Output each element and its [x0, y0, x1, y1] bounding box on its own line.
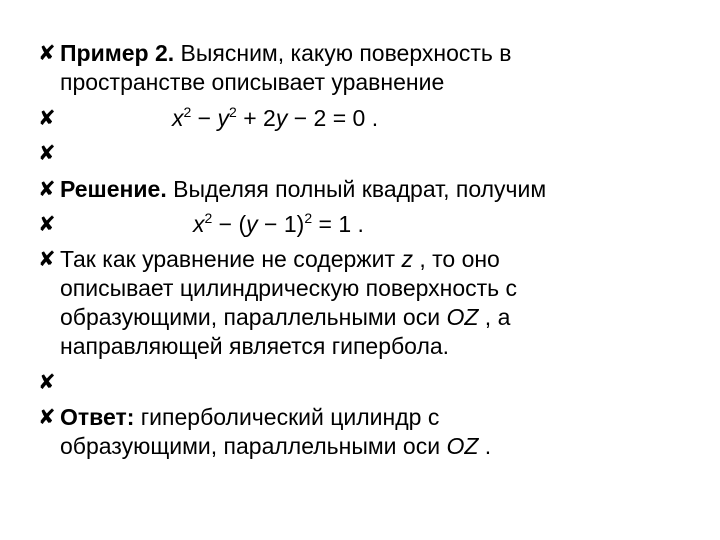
cross-bullet-icon: ✘ — [38, 247, 56, 271]
variable-z: z — [401, 246, 413, 272]
cross-bullet-icon: ✘ — [38, 106, 56, 130]
example-text: Выясним, какую поверхность в — [174, 40, 512, 66]
answer-continuation: образующими, параллельными оси OZ . — [60, 433, 492, 459]
answer-text: гиперболический цилиндр с — [134, 404, 440, 430]
cross-bullet-icon: ✘ — [38, 212, 56, 236]
answer-label: Ответ: — [60, 404, 135, 430]
equation-1: $x^2 - y^2 + 2y - 2 = 0$ . — [172, 104, 379, 131]
axis-oz: OZ — [446, 304, 479, 330]
solution-label: Решение. — [60, 176, 167, 202]
equation-2: $x^2 - (y - 1)^2 = 1$ . — [193, 210, 364, 237]
solution-text: Выделяя полный квадрат, получим — [166, 176, 547, 202]
cross-bullet-icon: ✘ — [38, 405, 56, 429]
example-continuation: пространстве описывает уравнение — [60, 69, 445, 95]
explanation-continuation-1: описывает цилиндрическую поверхность с — [60, 275, 518, 301]
explanation-continuation-2: образующими, параллельными оси OZ , а — [60, 304, 511, 330]
axis-oz: OZ — [446, 433, 479, 459]
cross-bullet-icon: ✘ — [38, 177, 56, 201]
explanation-continuation-3: направляющей является гипербола. — [60, 333, 450, 359]
slide: ✘ Пример 2. Выясним, какую поверхность в пространстве описывает уравнение ✘ $x^2 - y^2 + 2y - 2 = 0$ . ✘ ✘ Решение. Выделяя полный квадрат, получим ✘ $x^2 - (y - 1)^2 = 1$ . ✘ Так как уравнение не содержит z , то оно описывает цилиндрическую поверхность с образующими, параллельными оси OZ , а направляющей является гипербола. ✘ ✘ Ответ: гиперболический цилиндр с образующими, параллельными оси OZ . — [38, 40, 547, 459]
cross-bullet-icon: ✘ — [38, 41, 56, 65]
cross-bullet-icon: ✘ — [38, 141, 56, 165]
example-label: Пример 2. — [60, 40, 175, 66]
cross-bullet-icon: ✘ — [38, 370, 56, 394]
